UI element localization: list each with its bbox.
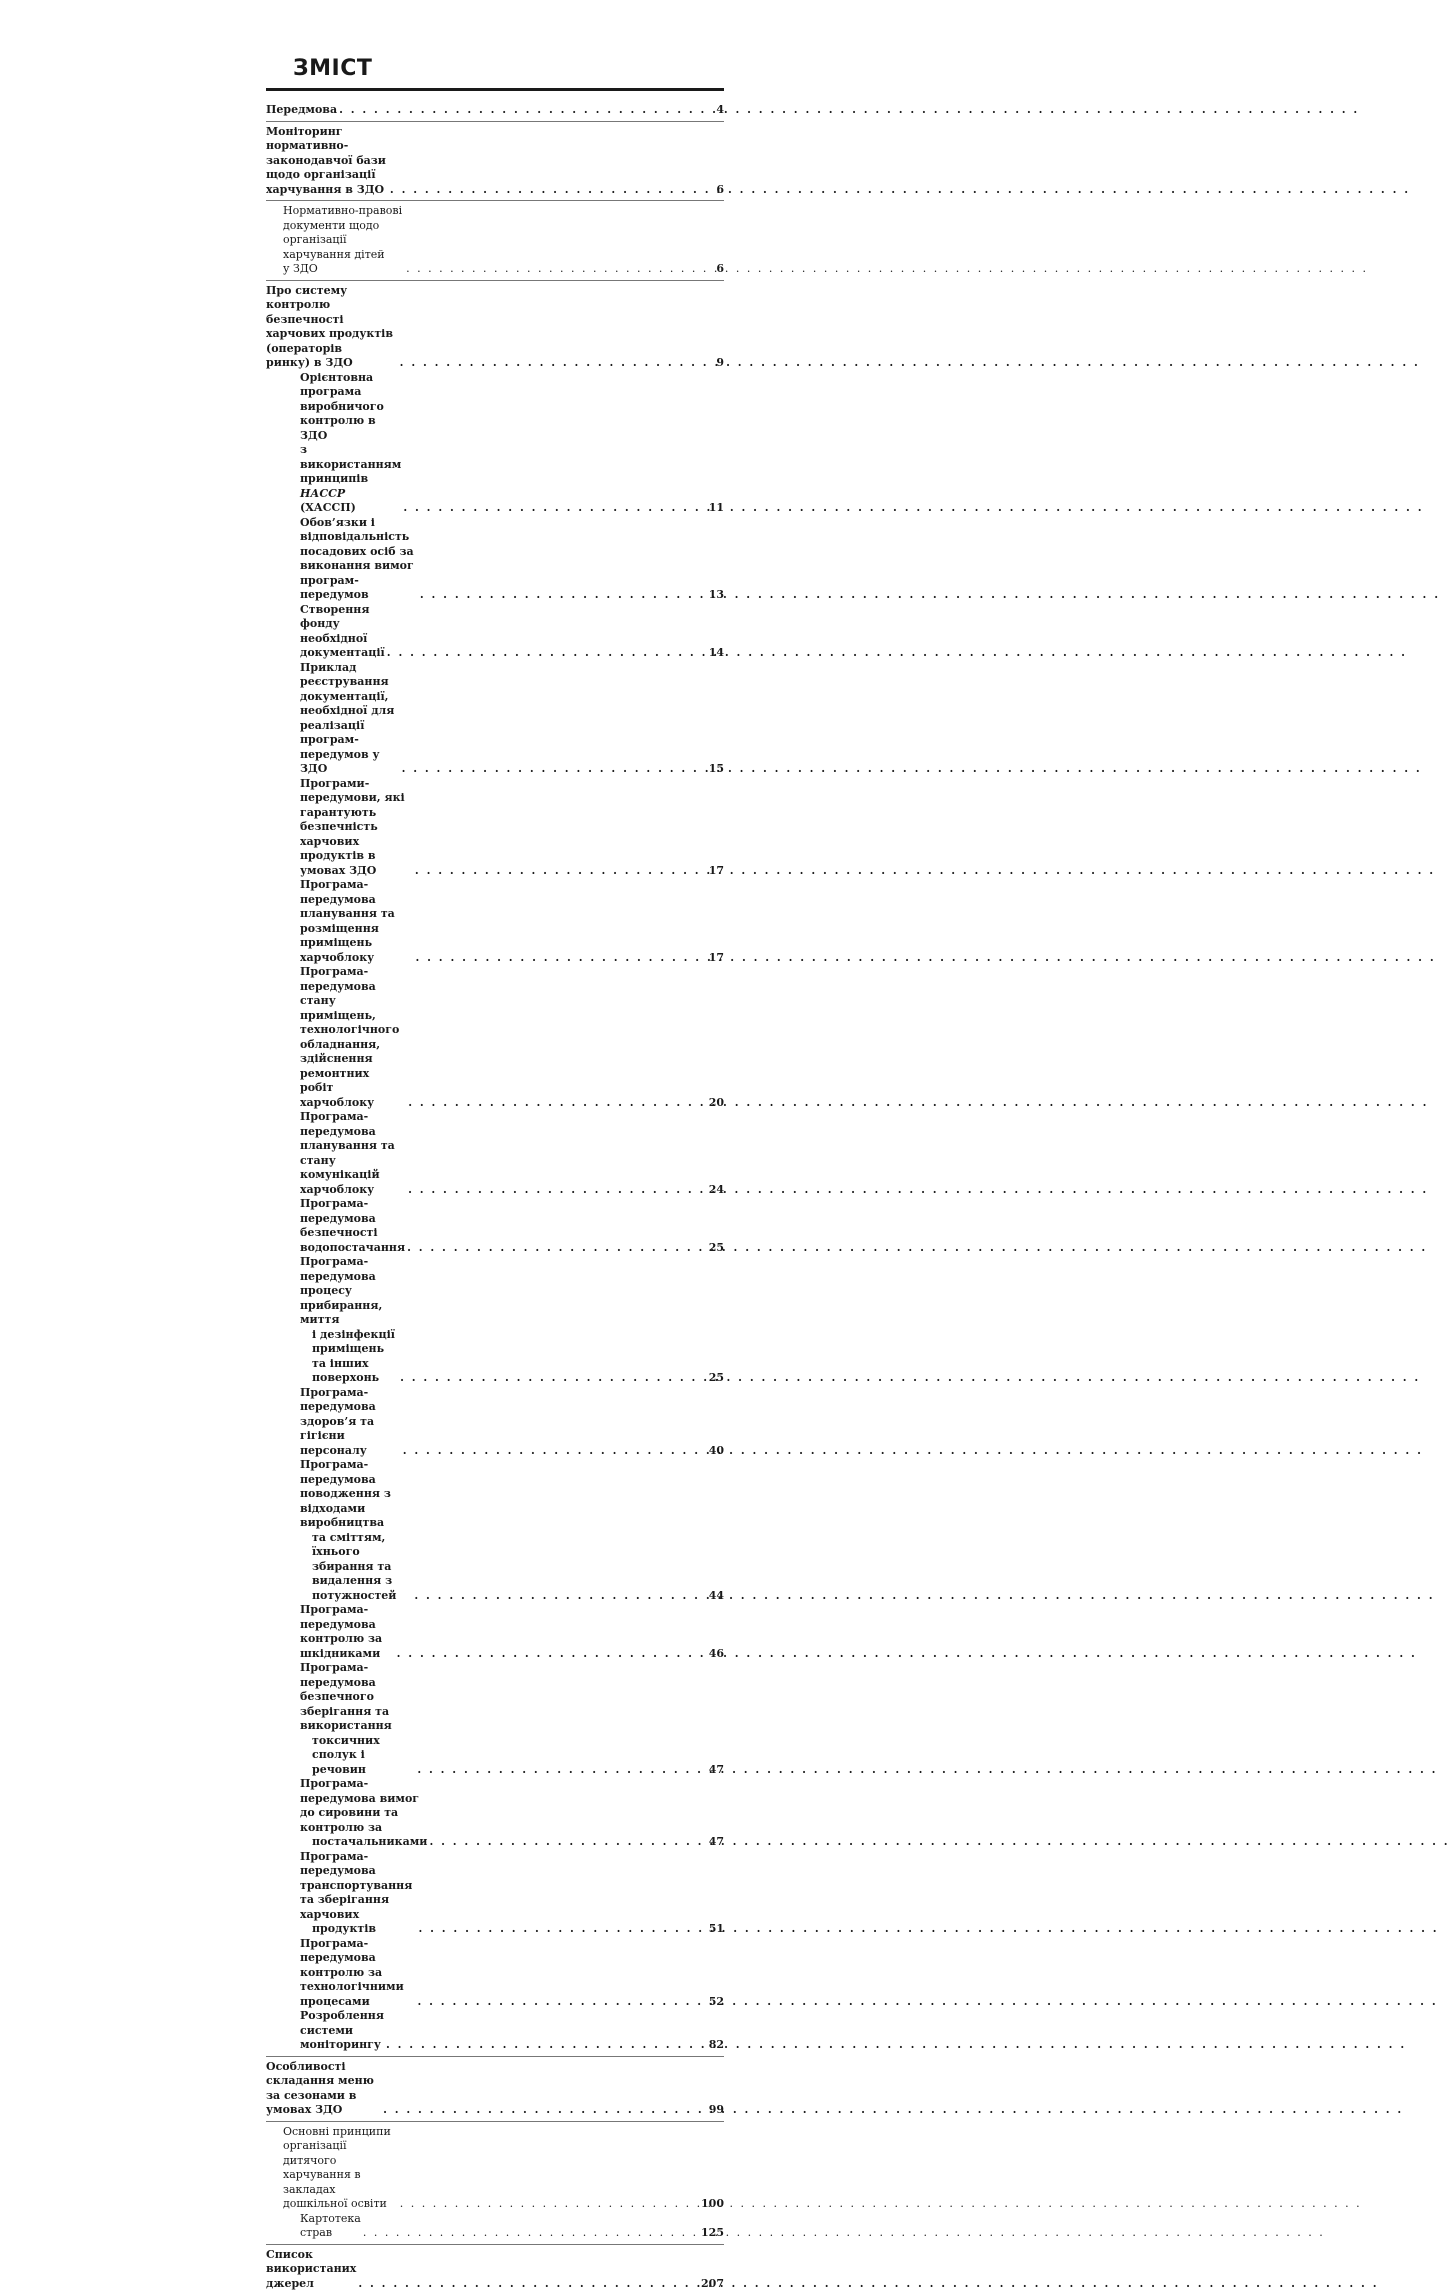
toc-entry-page: 17 [706,951,724,966]
divider [266,280,724,281]
toc-entry[interactable] [266,2009,724,2053]
toc-entry-title: Картотека страв [300,2212,361,2241]
toc-entry-page: 40 [706,1444,724,1459]
toc-entry-page: 24 [706,1183,724,1198]
table-of-contents [266,103,724,2291]
toc-entry-title: Програма-передумова планування та стану комунікацій [300,1110,406,1183]
toc-entry-page: 17 [706,864,724,879]
toc-entry-title-cont: харчоблоку [300,951,374,964]
toc-entry[interactable] [266,878,724,965]
toc-entry-page: 46 [706,1647,724,1662]
toc-entry-title-cont: продуктів [300,1922,416,1937]
toc-entry-title: Програма-передумова контролю за шкідниками [300,1603,395,1661]
toc-entry-title: Нормативно-правові документи щодо організації харчування дітей [283,204,404,262]
toc-entry[interactable] [266,965,724,1110]
toc-entry-page: 25 [706,1371,724,1386]
toc-entry-title-cont: і дезінфекції приміщень та інших поверхонь [300,1328,398,1386]
toc-entry-title-cont: у ЗДО [283,262,318,275]
toc-entry[interactable] [266,1386,724,1459]
toc-entry[interactable] [266,2125,724,2212]
toc-entry-title: Програма-передумова стану приміщень, технологічного [300,965,406,1038]
toc-entry-title-cont: з використанням принципів НАССР (ХАССП) [300,443,401,514]
title-rule [266,88,724,91]
toc-entry-page: 4 [706,103,724,118]
toc-entry-page: 100 [701,2197,724,2212]
toc-entry-page: 125 [701,2226,724,2241]
toc-entry-page: 6 [706,183,724,198]
toc-entry-title-cont: обладнання, здійснення ремонтних робіт харчоблоку [300,1038,380,1109]
toc-entry-page: 82 [706,2038,724,2053]
toc-entry[interactable] [266,103,724,118]
toc-entry-title-cont: токсичних сполук і речовин [300,1734,415,1778]
toc-entry[interactable] [266,2248,724,2291]
toc-entry[interactable] [266,1937,724,2010]
toc-page [266,48,724,2291]
toc-entry[interactable] [266,125,724,198]
divider [266,2244,724,2245]
divider [266,200,724,201]
toc-entry-title-cont: програм-передумов [300,574,369,602]
toc-entry-page: 25 [706,1241,724,1256]
toc-entry-title: Програма-передумова вимог до сировини та контролю за [300,1777,427,1835]
divider [266,2056,724,2057]
toc-entry-title: Список використаних джерел [266,2248,356,2291]
page-title: ЗМІСТ [293,56,724,82]
toc-entry[interactable] [266,603,724,661]
toc-entry-title: Програма-передумова процесу прибирання, миття [300,1255,398,1328]
toc-entry-title-cont: продуктів в умовах ЗДО [300,849,376,877]
toc-entry-title: Основні принципи організації дитячого харчування в закладах [283,2125,398,2198]
toc-entry-title: Моніторинг нормативно-законодавчої бази щодо організації [266,125,388,183]
toc-entry-title-cont: дошкільної освіти [283,2197,387,2210]
toc-entry-page: 20 [706,1096,724,1111]
toc-entry-page: 207 [701,2277,724,2291]
toc-entry[interactable] [266,1850,724,1937]
toc-entry-page: 15 [706,762,724,777]
toc-entry-title-cont: необхідної для реалізації програм-передумов у ЗДО [300,704,394,775]
toc-entry-title: Програма-передумова планування та розміщення приміщень [300,878,413,951]
toc-entry-title: Програми-передумови, які гарантують безпечність харчових [300,777,413,850]
toc-entry-title: Програма-передумова транспортування та зберігання харчових [300,1850,416,1923]
toc-entry-title: Про систему контролю безпечності харчових продуктів (операторів [266,284,398,357]
toc-entry-title: Особливості складання меню за сезонами в умовах ЗДО [266,2060,381,2118]
toc-entry-page: 52 [706,1995,724,2010]
toc-entry[interactable] [266,777,724,879]
toc-entry-page: 11 [706,501,724,516]
toc-entry[interactable] [266,284,724,371]
toc-entry-page: 6 [706,262,724,277]
toc-entry-title: Програма-передумова контролю за технологічними процесами [300,1937,415,2010]
toc-entry[interactable] [266,1603,724,1661]
toc-entry-title: Створення фонду необхідної документації [300,603,385,661]
toc-entry-title-cont: харчування в ЗДО [266,183,384,196]
toc-entry-title: Програма-передумова здоров’я та гігієни персоналу [300,1386,401,1459]
toc-entry-title: Приклад реєстрування документації, [300,661,400,705]
divider [266,121,724,122]
toc-entry-title-cont: постачальниками [300,1835,427,1850]
toc-entry[interactable] [266,2060,724,2118]
toc-entry[interactable] [266,1777,724,1850]
toc-entry-title-cont: та сміттям, їхнього збирання та видалення з потужностей [300,1531,412,1604]
toc-entry-page: 13 [706,588,724,603]
toc-entry-title: Передмова [266,103,337,118]
toc-entry[interactable] [266,371,724,516]
toc-entry-title: Програма-передумова безпечності водопостачання [300,1197,405,1255]
toc-entry[interactable] [266,1661,724,1777]
toc-entry[interactable] [266,1458,724,1603]
divider [266,2121,724,2122]
toc-entry-title: Обов’язки і відповідальність посадових осіб за виконання вимог [300,516,418,574]
toc-entry-page: 14 [706,646,724,661]
toc-entry[interactable] [266,516,724,603]
toc-entry-page: 51 [706,1922,724,1937]
toc-entry[interactable] [266,1197,724,1255]
toc-entry-page: 47 [706,1763,724,1778]
toc-entry-title: Розроблення системи моніторингу [300,2009,384,2053]
toc-entry[interactable] [266,2212,724,2241]
toc-entry-title-cont: харчоблоку [300,1183,374,1196]
toc-entry[interactable] [266,1110,724,1197]
toc-entry-title-cont: ринку) в ЗДО [266,356,353,369]
toc-entry-page: 44 [706,1589,724,1604]
toc-entry-page: 47 [706,1835,724,1850]
toc-entry-page: 99 [706,2103,724,2118]
toc-entry[interactable] [266,204,724,277]
toc-entry-page: 9 [706,356,724,371]
toc-entry-title: Орієнтовна програма виробничого контролю в ЗДО [300,371,401,444]
toc-entry[interactable] [266,661,724,777]
toc-entry-title: Програма-передумова безпечного зберігання та використання [300,1661,415,1734]
toc-entry-title: Програма-передумова поводження з відходами виробництва [300,1458,412,1531]
toc-entry[interactable] [266,1255,724,1386]
